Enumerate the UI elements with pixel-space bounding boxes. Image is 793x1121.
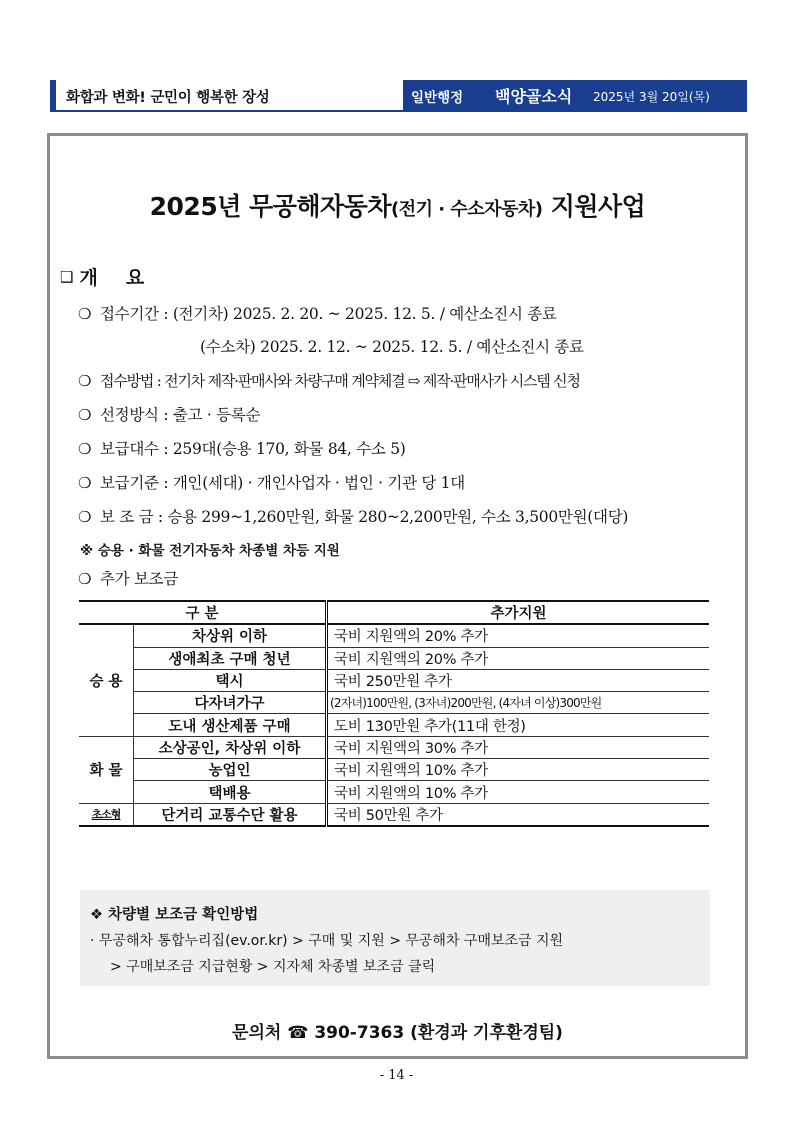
circle-bullet-icon: ❍ xyxy=(78,474,92,492)
section-heading-b: 요 xyxy=(125,267,145,289)
row-value: 국비 250만원 추가 xyxy=(327,669,710,691)
row-value: 도비 130만원 추가(11대 한정) xyxy=(327,714,710,736)
item-criteria xyxy=(78,471,465,493)
article-title xyxy=(50,187,745,223)
header-rule xyxy=(50,110,747,112)
group-micro: 초소형 xyxy=(79,803,134,826)
item-text: 선정방식 : 출고 · 등록순 xyxy=(100,406,261,424)
info-line-1: · 무공해차 통합누리집(ev.or.kr) > 구매 및 지원 > 무공해차 구매보조금 지원 xyxy=(90,933,564,949)
item-method xyxy=(78,370,580,391)
group-truck: 화 물 xyxy=(79,736,134,803)
page-number: - 14 - xyxy=(379,1068,414,1083)
info-line-2: > 구매보조금 지급현황 > 지자체 차종별 보조금 클릭 xyxy=(110,959,436,975)
circle-bullet-icon: ❍ xyxy=(78,508,92,526)
row-value: 국비 지원액의 10% 추가 xyxy=(327,781,710,803)
page-header xyxy=(50,80,747,112)
header-slogan: 화합과 변화! 군민이 행복한 장성 xyxy=(66,90,270,106)
group-passenger: 승 용 xyxy=(79,624,134,736)
table-header-support: 추가지원 xyxy=(327,601,710,624)
row-sub: 생애최초 구매 청년 xyxy=(134,647,327,669)
circle-bullet-icon: ❍ xyxy=(78,440,92,458)
row-sub: 농업인 xyxy=(134,759,327,781)
item-text: 보급기준 : 개인(세대) · 개인사업자 · 법인 · 기관 당 1대 xyxy=(100,474,465,492)
item-text: 보 조 금 : 승용 299~1,260만원, 화물 280~2,200만원, 수소 3,500만원(대당) xyxy=(100,508,629,526)
table-row xyxy=(79,759,709,781)
title-tail: 지원사업 xyxy=(542,192,646,221)
row-value: 국비 지원액의 10% 추가 xyxy=(327,759,710,781)
row-sub: 택배용 xyxy=(134,781,327,803)
subsidy-info-box xyxy=(80,890,710,986)
checkbox-bullet-icon: ❑ xyxy=(60,268,74,286)
circle-bullet-icon: ❍ xyxy=(78,305,92,323)
row-value: 국비 지원액의 20% 추가 xyxy=(327,647,710,669)
row-sub: 도내 생산제품 구매 xyxy=(134,714,327,736)
header-accent-bar xyxy=(50,80,56,110)
table-row xyxy=(79,624,709,647)
row-value: 국비 지원액의 30% 추가 xyxy=(327,736,710,758)
item-period-electric xyxy=(78,302,557,324)
title-main: 2025년 무공해자동차 xyxy=(149,192,391,221)
item-note: ※ 승용 · 화물 전기자동차 차종별 차등 지원 xyxy=(80,543,340,559)
table-row xyxy=(79,736,709,758)
title-paren: (전기 · 수소자동차) xyxy=(390,199,543,220)
header-category: 일반행정 xyxy=(411,90,464,106)
row-value: 국비 지원액의 20% 추가 xyxy=(327,624,710,647)
item-subsidy xyxy=(78,505,628,527)
table-row xyxy=(79,647,709,669)
circle-bullet-icon: ❍ xyxy=(78,372,92,390)
row-sub: 차상위 이하 xyxy=(134,624,327,647)
contact-line: 문의처 ☎ 390-7363 (환경과 기후환경팀) xyxy=(232,1023,563,1043)
table-row xyxy=(79,692,709,714)
row-sub: 다자녀가구 xyxy=(134,692,327,714)
header-date: 2025년 3월 20일(목) xyxy=(593,90,710,104)
table-row xyxy=(79,714,709,736)
header-department-box xyxy=(403,80,747,110)
row-value: 국비 50만원 추가 xyxy=(327,803,710,826)
info-heading: ❖ 차량별 보조금 확인방법 xyxy=(90,907,259,923)
table-row xyxy=(79,803,709,826)
extra-subsidy-table xyxy=(79,600,709,827)
table-row xyxy=(79,781,709,803)
item-period-hydrogen xyxy=(200,335,584,357)
circle-bullet-icon: ❍ xyxy=(78,570,92,588)
section-heading xyxy=(60,263,144,290)
row-sub: 단거리 교통수단 활용 xyxy=(134,803,327,826)
item-text: 추가 보조금 xyxy=(100,570,178,588)
article-frame xyxy=(47,133,748,1059)
table-row xyxy=(79,669,709,691)
table-header-row xyxy=(79,601,709,624)
item-text: 접수방법 : 전기차 제작·판매사와 차량구매 계약체결 ⇨ 제작·판매사가 시스템 신청 xyxy=(100,372,580,390)
table-header-category: 구 분 xyxy=(79,601,327,624)
item-text: 보급대수 : 259대(승용 170, 화물 84, 수소 5) xyxy=(100,440,406,458)
item-text: (수소차) 2025. 2. 12. ~ 2025. 12. 5. / 예산소진시 종료 xyxy=(200,338,584,356)
circle-bullet-icon: ❍ xyxy=(78,406,92,424)
item-selection xyxy=(78,403,260,425)
section-heading-a: 개 xyxy=(79,267,98,289)
row-sub: 택시 xyxy=(134,669,327,691)
row-sub: 소상공인, 차상위 이하 xyxy=(134,736,327,758)
row-value: (2자녀)100만원, (3자녀)200만원, (4자녀 이상)300만원 xyxy=(327,692,710,714)
item-extra-subsidy xyxy=(78,567,178,589)
item-text: 접수기간 : (전기차) 2025. 2. 20. ~ 2025. 12. 5. / 예산소진시 종료 xyxy=(100,305,557,323)
item-quantity xyxy=(78,437,406,459)
header-department: 백양골소식 xyxy=(495,87,573,106)
